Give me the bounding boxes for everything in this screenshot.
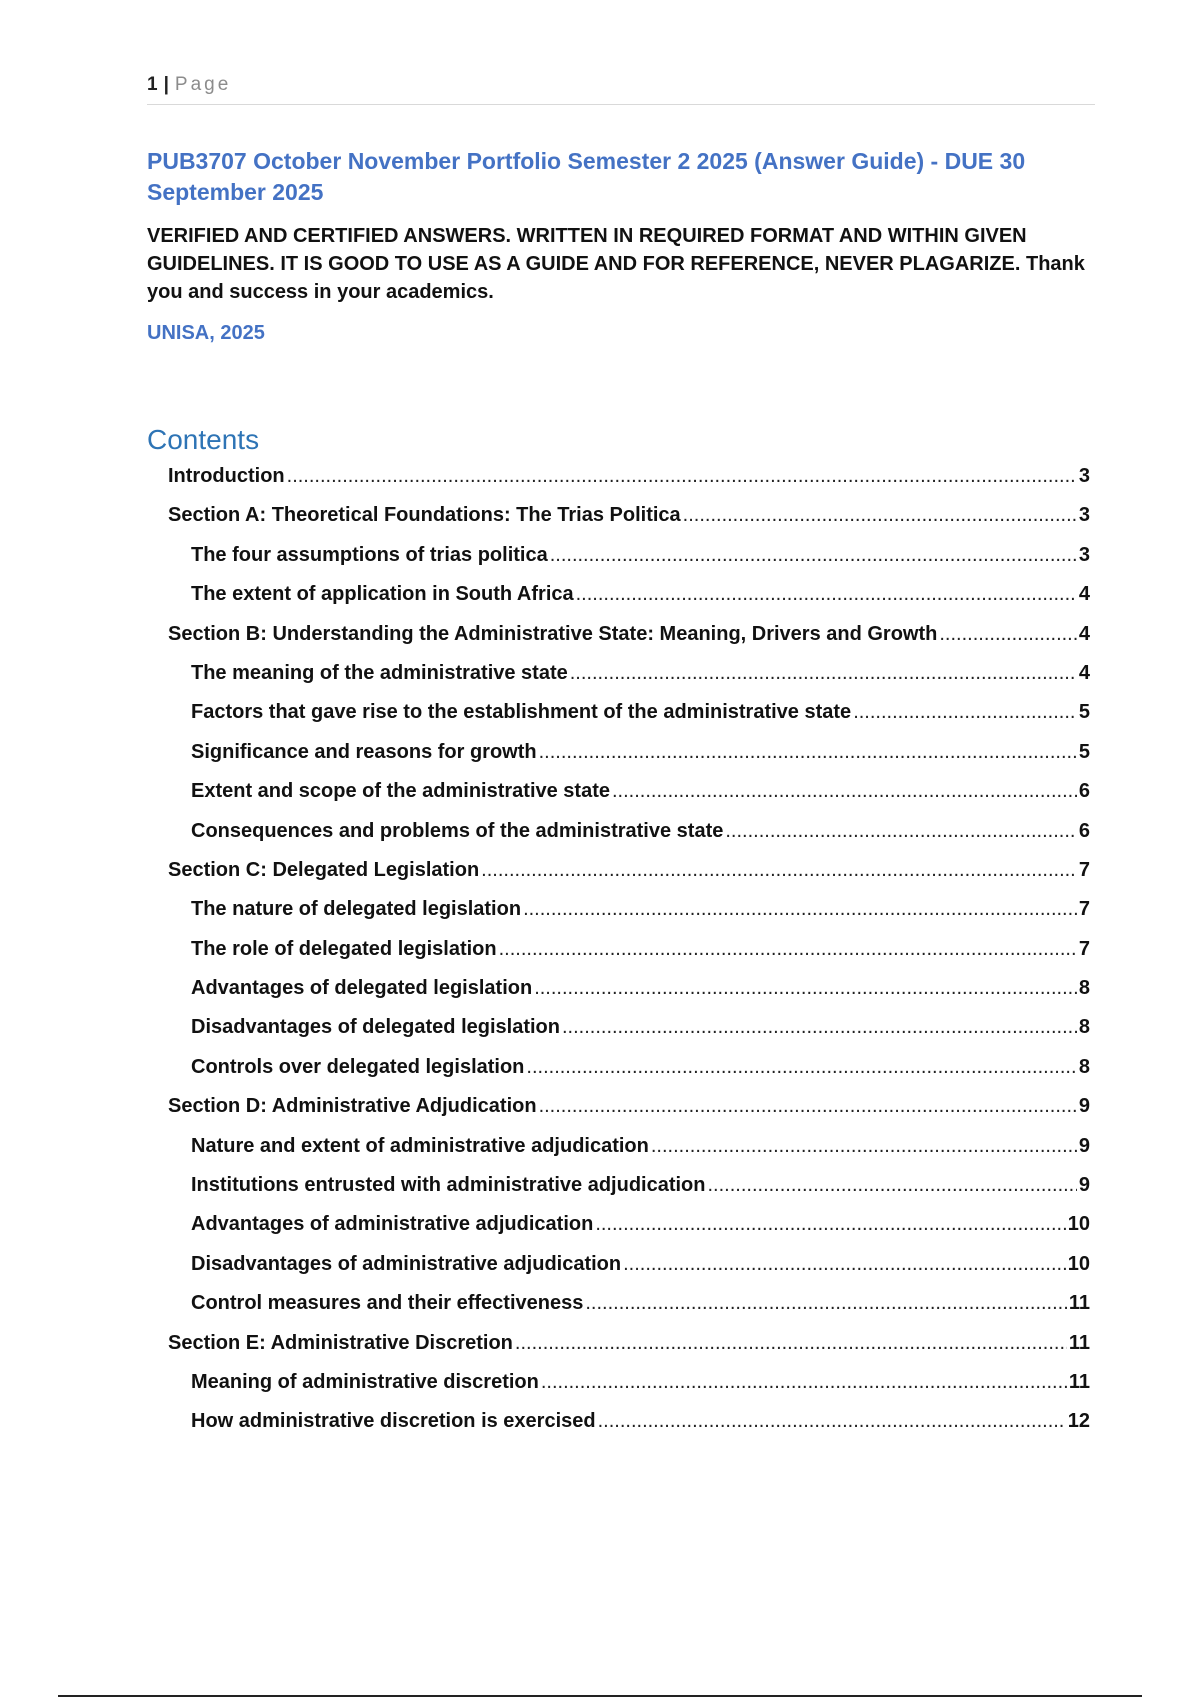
toc-entry[interactable] [0, 1328, 1090, 1367]
toc-entry-page: 3 [1078, 504, 1090, 527]
toc-entry-title: Section E: Administrative Discretion [168, 1331, 513, 1354]
page-header [147, 74, 1095, 105]
toc-entry-page: 8 [1078, 977, 1090, 1000]
toc-entry[interactable] [0, 1209, 1090, 1248]
toc-dot-leader [853, 697, 1077, 727]
toc-entry[interactable] [0, 658, 1090, 697]
toc-entry-page: 3 [1078, 465, 1090, 487]
toc-entry[interactable] [0, 1170, 1090, 1209]
toc-entry[interactable] [0, 737, 1090, 776]
contents-heading: Contents [147, 424, 260, 455]
toc-entry-page: 4 [1078, 622, 1090, 645]
toc-entry-title: Nature and extent of administrative adjudication [191, 1134, 649, 1157]
toc-entry-page: 11 [1068, 1292, 1090, 1315]
toc-entry-page: 10 [1067, 1252, 1090, 1275]
toc-dot-leader [939, 619, 1077, 649]
toc-entry-title: Controls over delegated legislation [191, 1055, 525, 1078]
toc-entry-title: Advantages of delegated legislation [191, 977, 533, 1000]
toc-entry-title: Section A: Theoretical Foundations: The Trias Politica [168, 504, 681, 527]
toc-entry-page: 5 [1078, 740, 1090, 763]
toc-entry-page: 7 [1078, 937, 1090, 960]
toc-dot-leader [598, 1406, 1066, 1436]
toc-entry[interactable] [0, 1052, 1090, 1091]
toc-dot-leader [683, 500, 1077, 530]
toc-entry-page: 11 [1068, 1370, 1090, 1393]
institution-label: UNISA, 2025 [147, 322, 265, 344]
toc-entry-title: How administrative discretion is exercised [191, 1410, 596, 1433]
toc-entry-page: 3 [1078, 543, 1090, 566]
toc-dot-leader [539, 1091, 1077, 1121]
toc-entry-title: Factors that gave rise to the establishment of the administrative state [191, 701, 852, 724]
toc-entry-page: 7 [1078, 858, 1090, 881]
toc-entry-page: 12 [1067, 1410, 1090, 1433]
toc-entry-title: The four assumptions of trias politica [191, 543, 548, 566]
toc-entry-title: Section C: Delegated Legislation [168, 858, 480, 881]
toc-entry-title: Section B: Understanding the Administrative State: Meaning, Drivers and Growth [168, 622, 938, 645]
toc-dot-leader [612, 776, 1077, 806]
toc-entry-title: Introduction [168, 465, 285, 487]
page-number: 1 [147, 74, 158, 95]
toc-entry[interactable] [0, 776, 1090, 815]
toc-dot-leader [534, 973, 1077, 1003]
footer-rule [58, 1695, 1142, 1697]
toc-dot-leader [515, 1328, 1067, 1358]
toc-entry[interactable] [0, 855, 1090, 894]
toc-entry-page: 4 [1078, 661, 1090, 684]
toc-entry-page: 8 [1078, 1055, 1090, 1078]
toc-entry[interactable] [0, 1367, 1090, 1406]
toc-entry-title: The meaning of the administrative state [191, 661, 568, 684]
disclaimer-text: VERIFIED AND CERTIFIED ANSWERS. WRITTEN IN REQUIRED FORMAT AND WITHIN GIVEN GUIDELINES. IT IS GOOD TO USE AS A GUIDE AND FOR REFERENCE, NEVER PLAGARIZE. Thank you and success in your academics. [147, 225, 1085, 303]
toc-entry-title: Control measures and their effectiveness [191, 1292, 584, 1315]
toc-dot-leader [481, 855, 1077, 885]
toc-entry[interactable] [0, 1091, 1090, 1130]
document-title: PUB3707 October November Portfolio Semester 2 2025 (Answer Guide) - DUE 30 September 2025 [147, 148, 1026, 205]
toc-entry[interactable] [0, 973, 1090, 1012]
toc-dot-leader [539, 737, 1077, 767]
toc-entry-title: Institutions entrusted with administrative adjudication [191, 1174, 706, 1197]
toc-entry[interactable] [0, 500, 1090, 539]
toc-entry[interactable] [0, 1406, 1090, 1445]
toc-entry-title: Significance and reasons for growth [191, 740, 537, 763]
toc-entry[interactable] [0, 1249, 1090, 1288]
toc-dot-leader [562, 1012, 1077, 1042]
toc-entry-title: Disadvantages of administrative adjudication [191, 1252, 622, 1275]
toc-entry[interactable] [0, 619, 1090, 658]
toc-entry-title: Disadvantages of delegated legislation [191, 1016, 560, 1039]
toc-dot-leader [550, 540, 1077, 570]
toc-entry[interactable] [0, 540, 1090, 579]
toc-dot-leader [623, 1249, 1066, 1279]
toc-dot-leader [541, 1367, 1067, 1397]
toc-entry-page: 11 [1068, 1331, 1090, 1354]
toc-entry-title: Meaning of administrative discretion [191, 1370, 539, 1393]
toc-entry-page: 6 [1078, 780, 1090, 803]
toc-entry[interactable] [0, 1288, 1090, 1327]
toc-entry[interactable] [0, 579, 1090, 618]
toc-entry-title: The nature of delegated legislation [191, 898, 522, 921]
toc-entry[interactable] [0, 461, 1090, 500]
toc-entry-page: 10 [1067, 1213, 1090, 1236]
toc-entry-title: Advantages of administrative adjudication [191, 1213, 594, 1236]
toc-dot-leader [708, 1170, 1077, 1200]
toc-entry-title: Section D: Administrative Adjudication [168, 1095, 537, 1118]
toc-dot-leader [570, 658, 1077, 688]
toc-entry[interactable] [0, 934, 1090, 973]
toc-dot-leader [651, 1131, 1077, 1161]
toc-entry-page: 8 [1078, 1016, 1090, 1039]
toc-dot-leader [287, 461, 1077, 491]
page-label: Page [174, 74, 232, 95]
toc-dot-leader [526, 1052, 1076, 1082]
toc-entry[interactable] [0, 1131, 1090, 1170]
toc-entry-page: 9 [1078, 1095, 1090, 1118]
toc-entry-page: 5 [1078, 701, 1090, 724]
toc-dot-leader [595, 1209, 1065, 1239]
toc-entry[interactable] [0, 894, 1090, 933]
toc-entry-page: 4 [1078, 583, 1090, 606]
toc-entry[interactable] [0, 816, 1090, 855]
toc-dot-leader [585, 1288, 1066, 1318]
toc-entry-title: The extent of application in South Africa [191, 583, 574, 606]
header-separator: | [163, 74, 169, 95]
toc-entry-page: 9 [1078, 1174, 1090, 1197]
toc-entry[interactable] [0, 697, 1090, 736]
toc-entry-title: Extent and scope of the administrative state [191, 780, 610, 803]
toc-dot-leader [576, 579, 1077, 609]
toc-entry[interactable] [0, 1012, 1090, 1051]
toc-entry-page: 7 [1078, 898, 1090, 921]
table-of-contents [0, 461, 1200, 1446]
toc-dot-leader [523, 894, 1077, 924]
toc-entry-page: 9 [1078, 1134, 1090, 1157]
toc-dot-leader [725, 816, 1077, 846]
toc-entry-title: Consequences and problems of the administrative state [191, 819, 724, 842]
toc-entry-page: 6 [1078, 819, 1090, 842]
toc-entry-title: The role of delegated legislation [191, 937, 497, 960]
toc-dot-leader [499, 934, 1077, 964]
